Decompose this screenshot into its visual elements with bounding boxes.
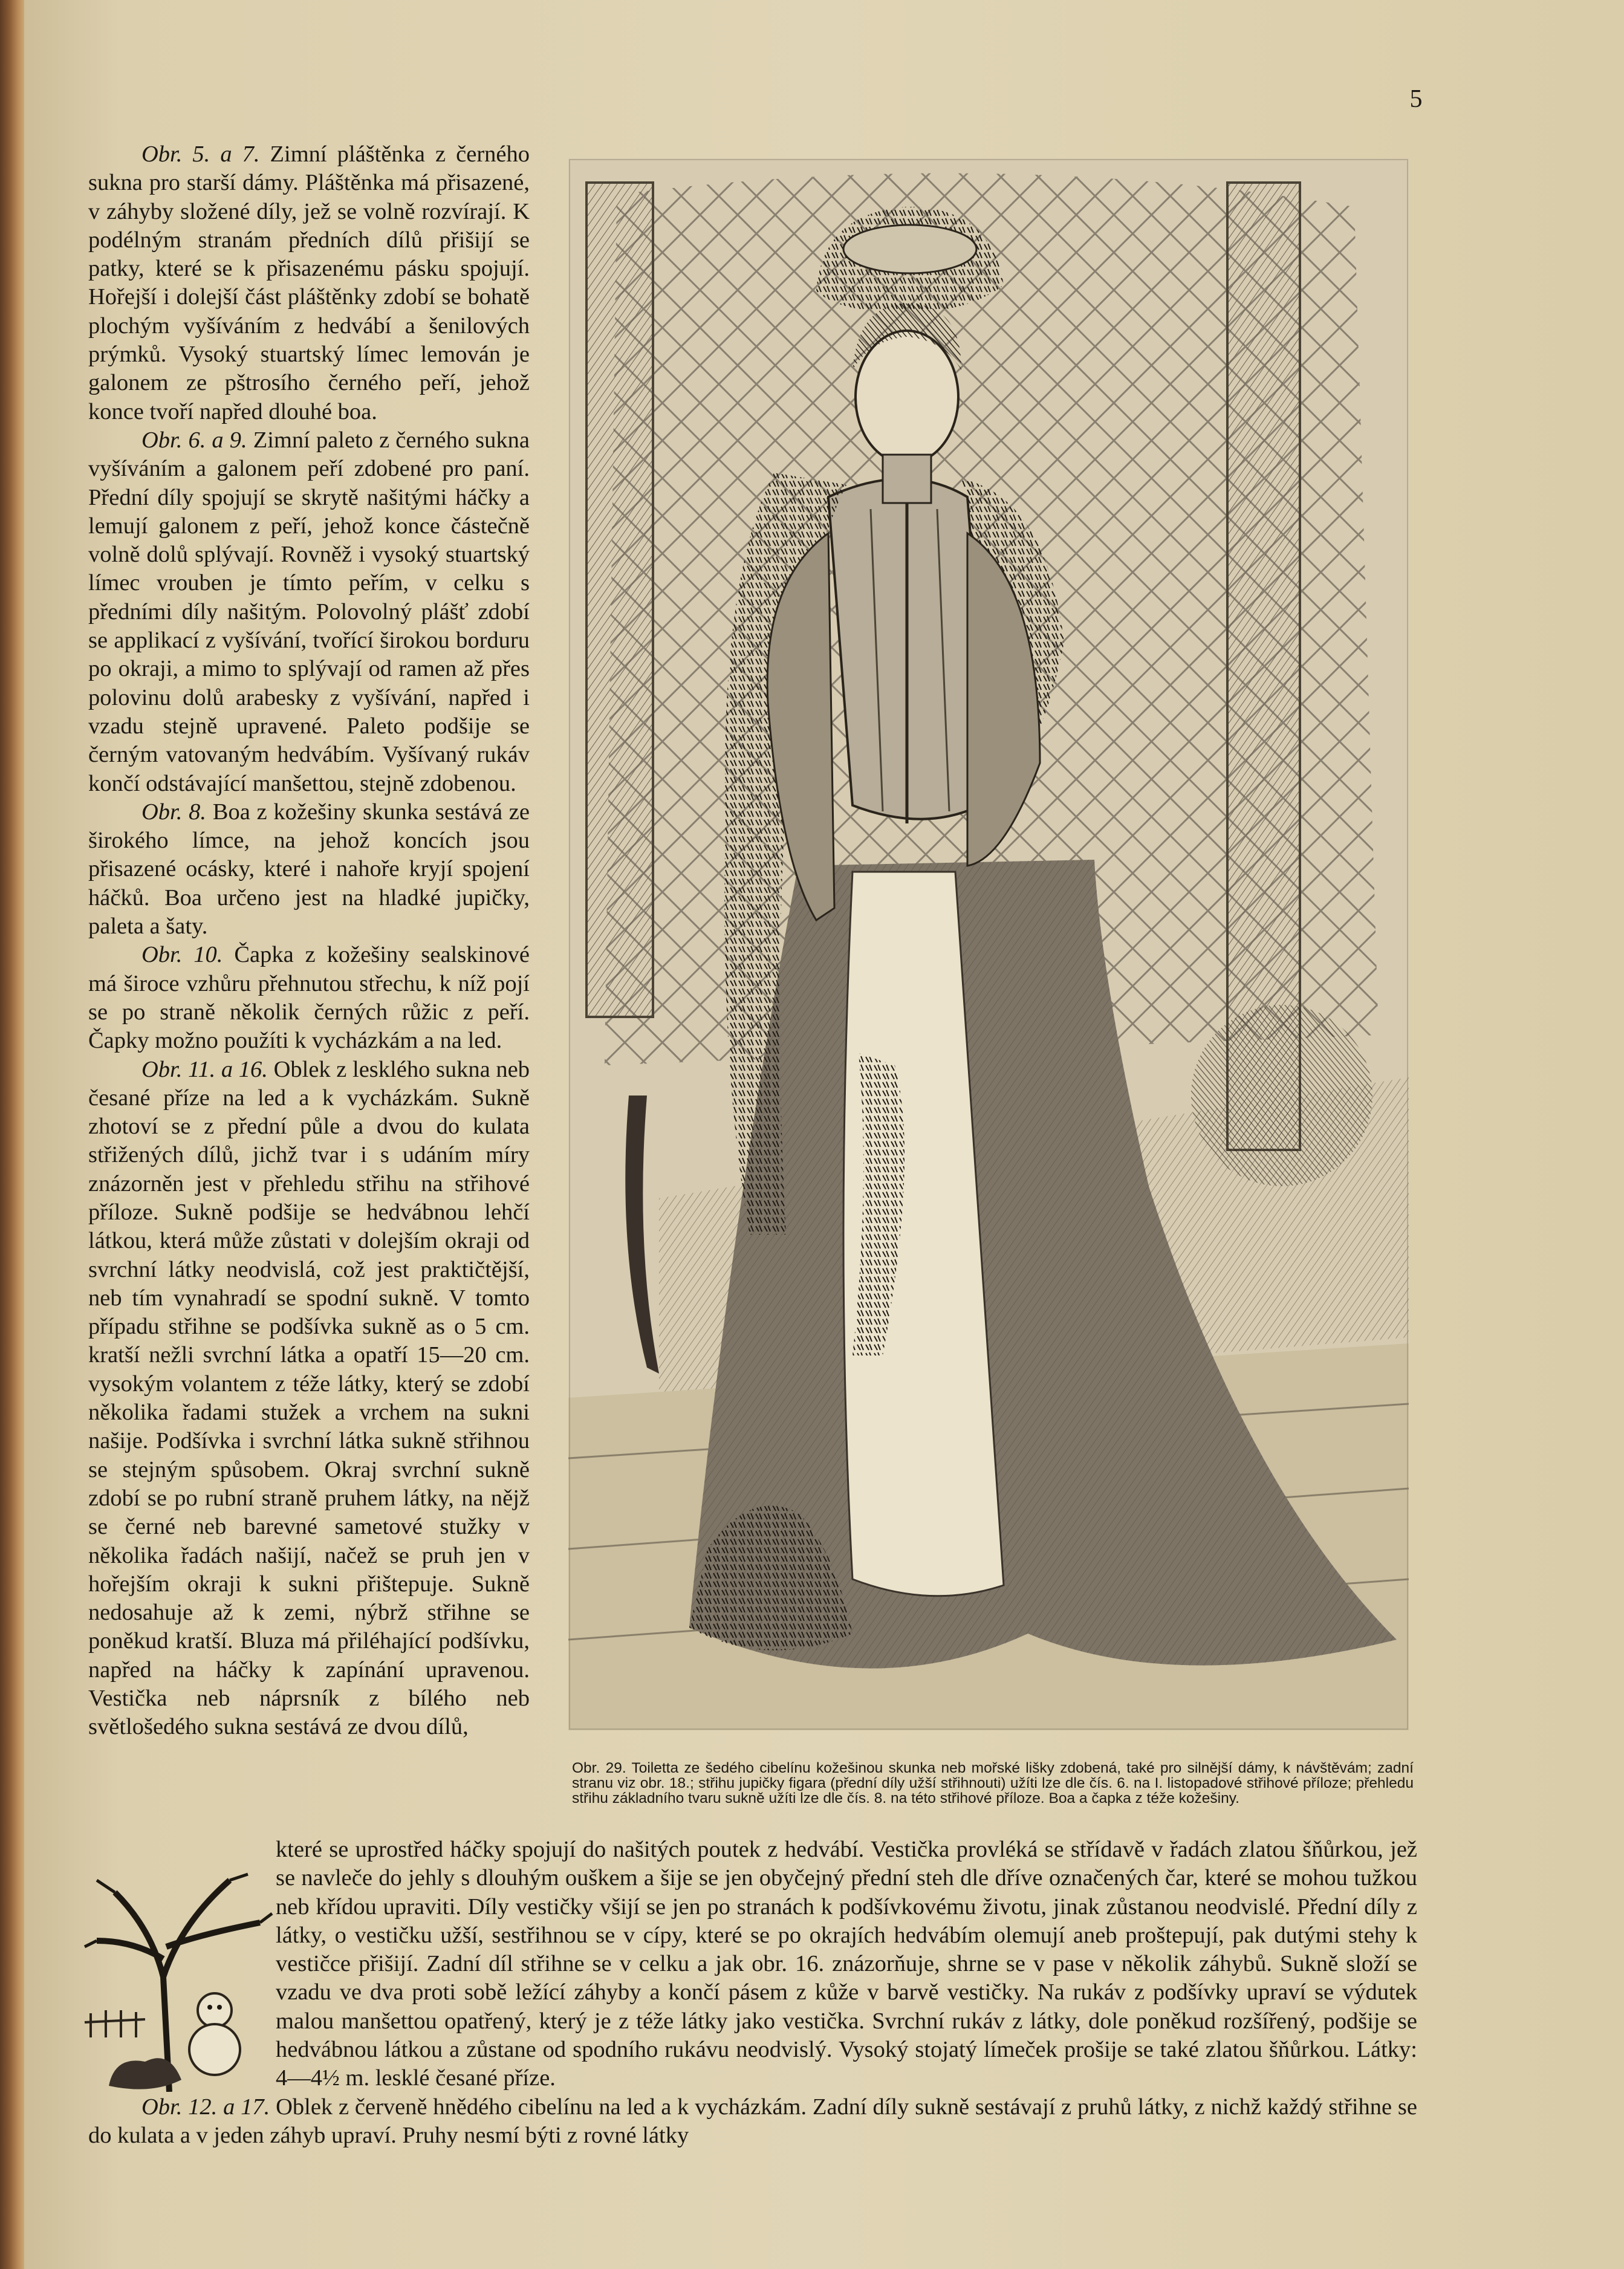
paragraph-text: Boa z kožešiny skunka sestává ze širokého límce, na jehož koncích jsou přisazené ocásky, které i nahoře kryjí spojení háčků. Boa určeno jest na hladké jupičky, paleta a šaty.: [88, 799, 530, 940]
paragraph-text: Oblek z červeně hnědého cibelínu na led a k vycházkám. Zadní díly sukně sestávají z pruhů látky, z nichž každý střihne se do kulata a v jeden záhyb upraví. Pruhy nesmí býti z rovné látky: [88, 2094, 1417, 2148]
vignette-text-wrap-area: [88, 1836, 276, 2065]
paragraph-obr-8: [88, 798, 530, 941]
paragraph-obr-10: [88, 941, 530, 1055]
woman-in-winter-toilette-illustration: [568, 158, 1409, 1730]
figure-reference: Obr. 10.: [141, 942, 223, 968]
paragraph-obr-6-9: [88, 426, 530, 798]
figure-reference: Obr. 11. a 16.: [141, 1056, 268, 1082]
left-text-column: [88, 140, 530, 1742]
figure-reference: Obr. 8.: [141, 799, 207, 825]
continued-paragraph-obr-11-16: které se uprostřed háčky spojují do našitých poutek z hedvábí. Vestička provléká se střídavě v řadách zlatou šňůrkou, jež se navleče do jehly s dlouhým ouškem a šije se jen obyčejný přední steh dle dříve označených čar, které se mohou tužkou neb křídou upraviti. Díly vestičky všijí se jen po stranách k podšívkovému životu, jinak zůstanou neodvislé. Přední díly z látky, o vestičku užší, sestřihnou se v cípy, které se po okrajích hedvábím olemují aneb proštepují, pak dutými stehy k vestičce přišijí. Zadní díl střihne se v celku a jak obr. 16. znázorňuje, shrne se v pase v několik záhybů. Sukně složí se vzadu ve dva proti sobě ležící záhyby a končí pásem z kůže v barvě vestičky. Na rukáv z podšívky upraví se výdutek malou manšettou opatřený, který je z téže látky jako vestička. Svrchní rukáv z látky, dole poněkud rozšířený, podšije se hedvábnou látkou a zůstane od spodního rukávu neodvislý. Vysoký stojatý límeček prošije se také zlatou šňůrkou. Látky: 4—4½ m. lesklé česané příze.: [276, 1837, 1417, 2091]
paragraph-text: Zimní pláštěnka z černého sukna pro starší dámy. Pláštěnka má přisazené, v záhyby složené díly, jež se volně rozvírají. K podélným stranám předních dílů přišijí se patky, které se k přisazenému pásku spojují. Hořejší i dolejší část pláštěnky zdobí se bohatě plochým vyšíváním z hedvábí a šenilových prýmků. Vysoký stuartský límec lemován je galonem ze pštrosího černého peří, jehož konce tvoří napřed dlouhé boa.: [88, 141, 530, 424]
paragraph-obr-12-17: [88, 2093, 1417, 2151]
paragraph-obr-5-7: [88, 140, 530, 426]
paragraph-obr-11-16: [88, 1056, 530, 1742]
figure-reference: Obr. 12. a 17.: [141, 2094, 270, 2120]
page-number: 5: [1409, 85, 1423, 113]
figure-caption: Obr. 29. Toiletta ze šedého cibelínu kožešinou skunka neb mořské lišky zdobená, také pro silnější dámy, k návštěvám; zadní stranu viz obr. 18.; střihu jupičky figara (přední díly užší střihnouti) užíti lze dle čís. 6. na I. listopadové střihové příloze; přehledu střihu základního tvaru sukně užíti lze dle čís. 8. na této střihové příloze. Boa a čapka z téže kožešiny.: [572, 1760, 1414, 1806]
paragraph-text: Zimní paleto z černého sukna vyšíváním a galonem peří zdobené pro paní. Přední díly spojují se skrytě našitými háčky a lemují galonem z peří, jehož konce částečně volně dolů splývají. Rovněž i vysoký stuartský límec vrouben je tímto peřím, v celku s předními díly našitým. Polovolný plášť zdobí se applikací z vyšívání, tvořící širokou borduru po okraji, a mimo to splývají od ramen až přes polovinu dolů arabesky z vyšívání, napřed i vzadu stejně upravené. Paleto podšije se černým vatovaným hedvábím. Vyšívaný rukáv končí odstávající manšettou, stejně zdobenou.: [88, 427, 530, 796]
paragraph-text: Oblek z lesklého sukna neb česané příze na led a k vycházkám. Sukně zhotoví se z přední půle a dvou do kulata střižených dílů, jichž tvar i s udáním míry znázorněn jest v přehledu střihu na střihové příloze. Sukně podšije se hedvábnou lehčí látkou, která může zůstati v dolejším okraji od svrchní látky neodvislá, což jest praktičtější, neb tím vynahradí se spodní sukně. V tomto případu střihne se podšívka sukně as o 5 cm. kratší nežli svrchní látka a opatří 15—20 cm. vysokým volantem z téže látky, který se zdobí několika řadami stužek a vrchem na sukni našije. Podšívka i svrchní látka sukně střihnou se stejným spůsobem. Okraj svrchní sukně zdobí se po rubní straně pruhem látky, na nějž se černé neb barevné sametové stužky v několika řadách našijí, načež se pruh jen v hořejším okraji k sukni přištepuje. Sukně nedosahuje až k zemi, nýbrž střihne se poněkud kratší. Bluza má přiléhající podšívku, napřed na háčky k zapínání upravenou. Vestička neb náprsník z bílého neb světlošedého sukna sestává ze dvou dílů,: [88, 1056, 530, 1740]
book-binding-edge: [0, 0, 24, 2269]
figure-reference: Obr. 6. a 9.: [141, 427, 247, 453]
full-width-text: [88, 1836, 1417, 2150]
fashion-engraving: [568, 158, 1409, 1730]
paragraph-text: Čapka z kožešiny sealskinové má široce vzhůru přehnutou střechu, k níž pojí se po straně několik černých růžic z peří. Čapky možno použíti k vycházkám a na led.: [88, 942, 530, 1054]
figure-reference: Obr. 5. a 7.: [141, 141, 260, 167]
